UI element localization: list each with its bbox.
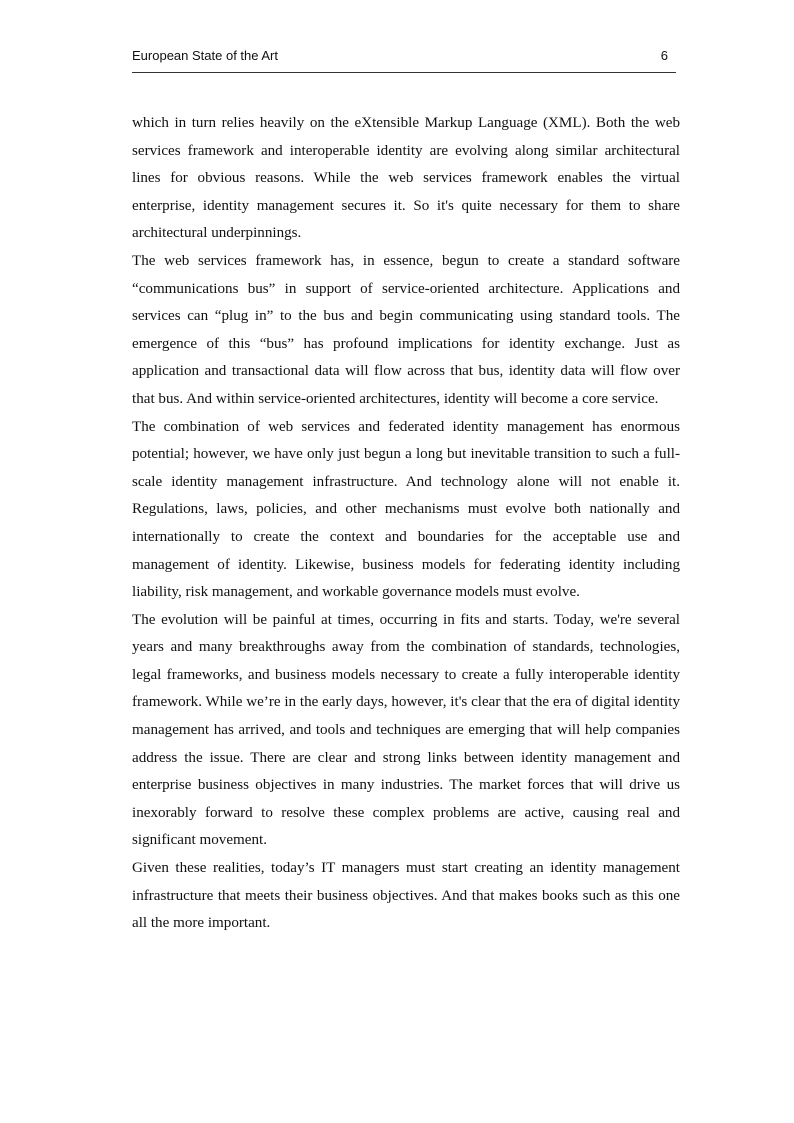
- paragraph-4: The evolution will be painful at times, occurring in fits and starts. Today, we're several years and many breakthroughs away from the combination of standards, technologies, legal frameworks, and business models necessary to create a fully interoperable identity framework. While we’re in the early days, however, it's clear that the era of digital identity management has arrived, and tools and techniques are emerging that will help companies address the issue. There are clear and strong links between identity management and enterprise business objectives in many industries. The market forces that will drive us inexorably forward to resolve these complex problems are active, causing real and significant movement.: [132, 611, 680, 849]
- page-number: 6: [660, 48, 668, 63]
- paragraph-1: which in turn relies heavily on the eXtensible Markup Language (XML). Both the web services framework and interoperable identity are evolving along similar architectural lines for obvious reasons. While the web services framework enables the virtual enterprise, identity management secures it. So it's quite necessary for them to share architectural underpinnings.: [132, 115, 680, 242]
- paragraph-2: The web services framework has, in essence, begun to create a standard software “communications bus” in support of service-oriented architecture. Applications and services can “plug in” to the bus and begin communicating using standard tools. The emergence of this “bus” has profound implications for identity exchange. Just as application and transactional data will flow across that bus, identity data will flow over that bus. And within service-oriented architectures, identity will become a core service.: [132, 252, 680, 407]
- running-title: European State of the Art: [132, 48, 278, 63]
- paragraph-3: The combination of web services and federated identity management has enormous potential; however, we have only just begun a long but inevitable transition to such a full-scale identity management infrastructure. And technology alone will not enable it. Regulations, laws, policies, and other mechanisms must evolve both nationally and internationally to create the context and boundaries for the acceptable use and management of identity. Likewise, business models for federating identity including liability, risk management, and workable governance models must evolve.: [132, 418, 680, 601]
- body-text: [132, 110, 680, 938]
- page-header: [132, 46, 676, 73]
- paragraph-5: Given these realities, today’s IT managers must start creating an identity management infrastructure that meets their business objectives. And that makes books such as this one all the more important.: [132, 860, 680, 932]
